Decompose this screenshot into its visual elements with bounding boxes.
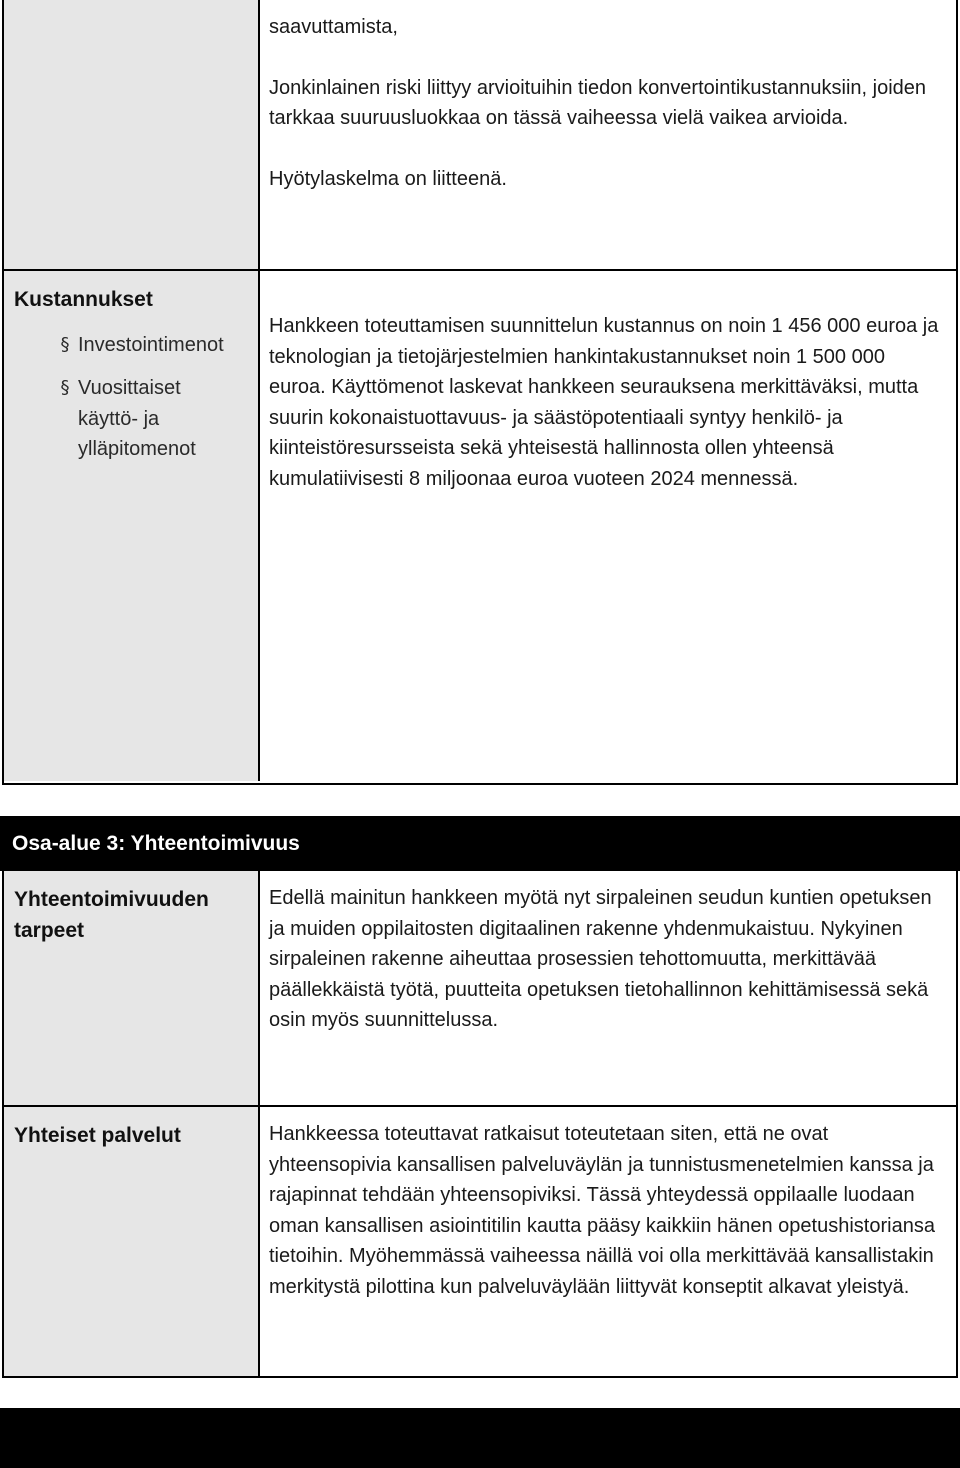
needs-text: Edellä mainitun hankkeen myötä nyt sirpaleinen seudun kuntien opetuksen ja muiden oppilaitosten digitaalinen rakenne yhdenmukaistuu. Nykyinen sirpaleinen rakenne aiheuttaa prosessien tehottomuutta, merkittävää päällekkäistä työtä, puutteita opetuksen tietohallinnon kehittämisessä sekä osin myös suunnittelussa. [269,887,932,1031]
section-bullet-icon: § [60,377,70,398]
continuation-paragraph: saavuttamista, [269,16,398,38]
cost-item-label: Investointimenot [78,333,224,356]
continuation-label-cell [4,0,260,269]
costs-table [2,0,958,785]
services-label: Yhteiset palvelut [14,1124,181,1147]
cost-item [14,330,248,361]
costs-label-cell [4,271,260,781]
costs-text-cell [260,271,956,781]
services-label-cell [4,1107,260,1376]
needs-label: Yhteentoimivuuden tarpeet [14,888,209,942]
services-row [4,1107,956,1376]
continuation-text-cell [260,0,956,269]
continuation-paragraph: Hyötylaskelma on liitteenä. [269,167,507,190]
services-text-cell [260,1107,956,1376]
continuation-paragraph: Jonkinlainen riski liittyy arvioituihin tiedon konvertointikustannuksiin, joiden tarkkaa suuruusluokkaa on tässä vaiheessa vielä vaikea arvioida. [269,76,927,129]
section-header [0,816,960,871]
continuation-row [4,0,956,271]
costs-heading: Kustannukset [14,288,153,311]
costs-text: Hankkeen toteuttamisen suunnittelun kustannus on noin 1 456 000 euroa ja teknologian ja tietojärjestelmien hankintakustannukset noin 1 500 000 euroa. Käyttömenot laskevat hankkeen seurauksena merkittäväksi, mutta suurin kokonaistuottavuus- ja säästöpotentiaali syntyy henkilö- ja kiinteistöresursseista sekä yhteisestä hallinnosta ollen yhteensä kumulatiivisesti 8 miljoonaa euroa vuoteen 2024 mennessä. [269,315,939,490]
section-title: Osa-alue 3: Yhteentoimivuus [12,832,300,855]
section-bullet-icon: § [60,333,70,355]
needs-label-cell [4,871,260,1105]
interoperability-table [2,871,958,1378]
cost-item [14,373,248,465]
next-section-header [0,1408,960,1468]
costs-row [4,271,956,781]
needs-text-cell [260,871,956,1105]
cost-item-label: Vuosittaiset käyttö- ja ylläpitomenot [78,377,196,460]
needs-row [4,871,956,1107]
services-text: Hankkeessa toteuttavat ratkaisut toteutetaan siten, että ne ovat yhteensopivia kansallisen palveluväylän ja tunnistusmenetelmien kanssa ja rajapinnat tehdään yhteensopiviksi. Tässä yhteydessä oppilaalle luodaan oman kansallisen asiointitilin kautta pääsy kaikkiin hänen opetushistoriansa tietoihin. Myöhemmässä vaiheessa näillä voi olla merkittävää kansallistakin merkitystä pilottina kun palveluväylään liittyvät konseptit alkavat yleistyä. [269,1123,935,1298]
